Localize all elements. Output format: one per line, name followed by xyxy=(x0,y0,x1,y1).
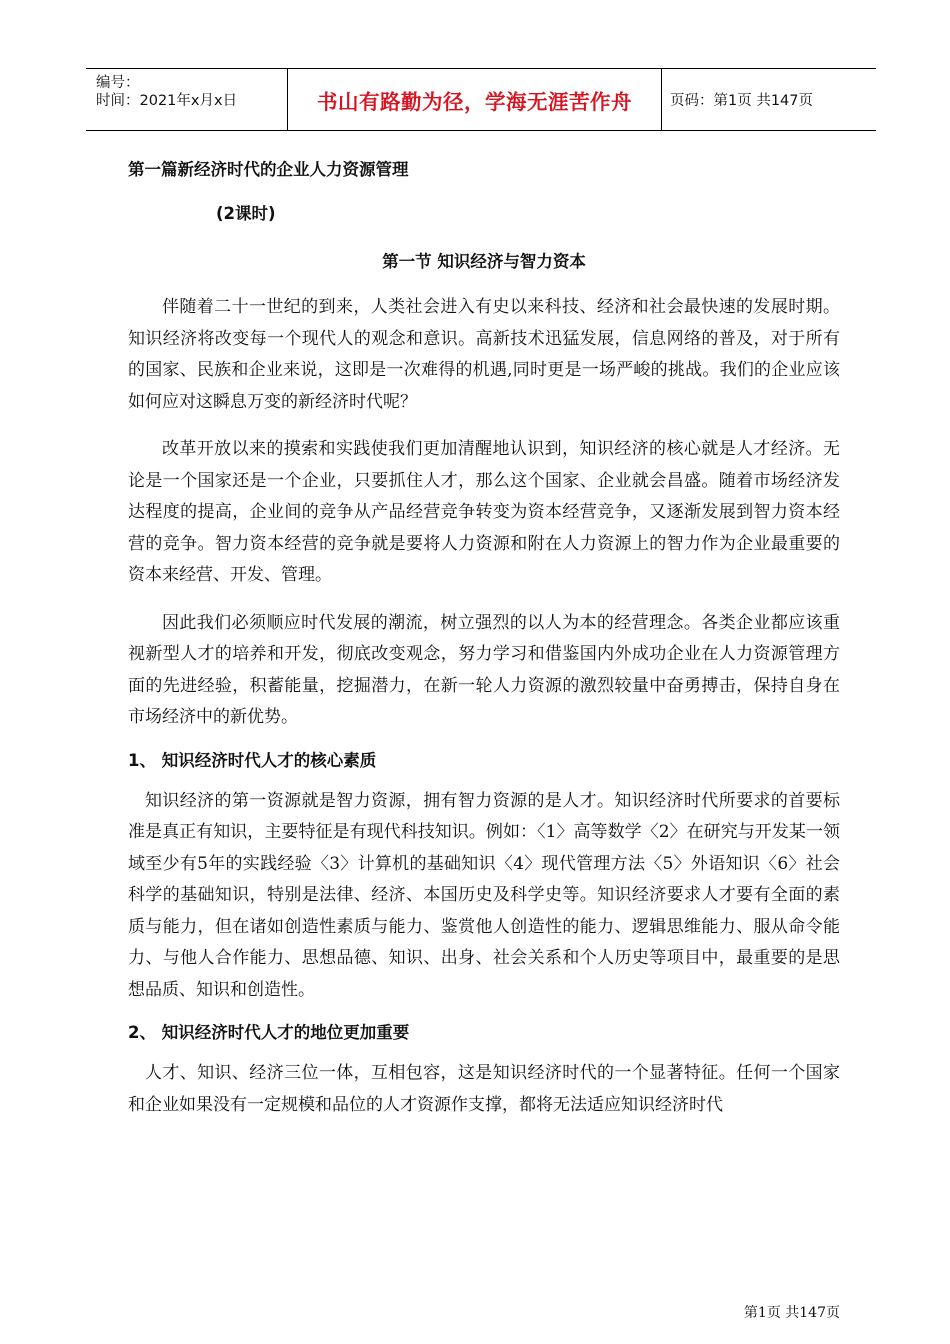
header-table xyxy=(86,68,876,131)
paragraph-1: 伴随着二十一世纪的到来，人类社会进入有史以来科技、经济和社会最快速的发展时期。知识经济将改变每一个现代人的观念和意识。高新技术迅猛发展，信息网络的普及，对于所有的国家、民族和企业来说，这即是一次难得的机遇,同时更是一场严峻的挑战。我们的企业应该如何应对这瞬息万变的新经济时代呢？ xyxy=(128,297,840,412)
header-time-label: 时间：2021年x月x日 xyxy=(96,93,238,109)
footer-page-info: 第1页 共147页 xyxy=(743,1305,840,1321)
document-title: 第一篇新经济时代的企业人力资源管理 xyxy=(128,160,409,179)
document-subtitle: (2课时) xyxy=(216,204,276,223)
header-left-cell xyxy=(86,69,288,130)
header-page-info: 页码：第1页 共147页 xyxy=(670,93,814,109)
paragraph-5: 人才、知识、经济三位一体，互相包容，这是知识经济时代的一个显著特征。任何一个国家和企业如果没有一定规模和品位的人才资源作支撑，都将无法适应知识经济时代 xyxy=(128,1063,840,1115)
heading-2: 2、 知识经济时代人才的地位更加重要 xyxy=(128,1023,410,1042)
header-motto: 书山有路勤为径，学海无涯苦作舟 xyxy=(288,69,662,130)
header-number-label: 编号： xyxy=(96,75,140,91)
document-body xyxy=(128,140,840,1121)
paragraph-3: 因此我们必须顺应时代发展的潮流，树立强烈的以人为本的经营理念。各类企业都应该重视新型人才的培养和开发，彻底改变观念，努力学习和借鉴国内外成功企业在人力资源管理方面的先进经验，积蓄能量，挖掘潜力，在新一轮人力资源的激烈较量中奋勇搏击，保持自身在市场经济中的新优势。 xyxy=(128,612,840,727)
heading-1: 1、 知识经济时代人才的核心素质 xyxy=(128,750,377,770)
section-title: 第一节 知识经济与智力资本 xyxy=(382,252,586,271)
paragraph-4: 知识经济的第一资源就是智力资源，拥有智力资源的是人才。知识经济时代所要求的首要标准是真正有知识，主要特征是有现代科技知识。例如：〈1〉高等数学〈2〉在研究与开发某一领域至少有5年的实践经验〈3〉计算机的基础知识〈4〉现代管理方法〈5〉外语知识〈6〉社会科学的基础知识，特别是法律、经济、本国历史及科学史等。知识经济要求人才要有全面的素质与能力，但在诸如创造性素质与能力、鉴赏他人创造性的能力、逻辑思维能力、服从命令能力、与他人合作能力、思想品德、知识、出身、社会关系和个人历史等项目中，最重要的是思想品质、知识和创造性。 xyxy=(128,790,840,1000)
paragraph-2: 改革开放以来的摸索和实践使我们更加清醒地认识到，知识经济的核心就是人才经济。无论是一个国家还是一个企业，只要抓住人才，那么这个国家、企业就会昌盛。随着市场经济发达程度的提高，企业间的竞争从产品经营竞争转变为资本经营竞争，又逐渐发展到智力资本经营的竞争。智力资本经营的竞争就是要将人力资源和附在人力资源上的智力作为企业最重要的资本来经营、开发、管理。 xyxy=(128,439,840,585)
